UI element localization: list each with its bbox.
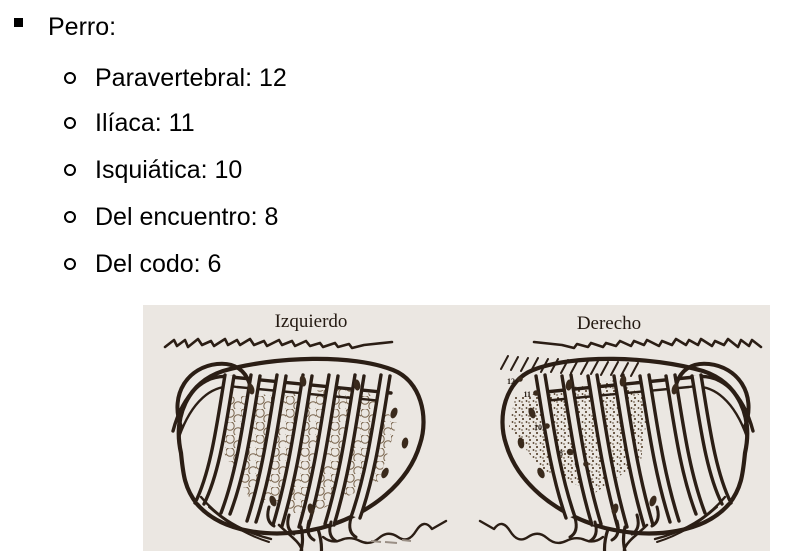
acupoint-label: 8 xyxy=(559,449,563,458)
anatomy-figure-scan xyxy=(143,305,770,551)
dog-thorax-illustration xyxy=(143,305,770,551)
list-item xyxy=(64,198,278,236)
list-item-text: Del encuentro: 8 xyxy=(95,202,279,231)
list-item-text: Isquiática: 10 xyxy=(95,155,243,184)
list-item xyxy=(64,59,287,97)
circle-bullet-icon xyxy=(64,72,76,84)
list-item xyxy=(64,104,195,142)
circle-bullet-icon xyxy=(64,164,76,176)
circle-bullet-icon xyxy=(64,211,76,223)
list-item xyxy=(64,151,242,189)
list-item-text: Ilíaca: 11 xyxy=(95,108,195,137)
list-item xyxy=(64,245,221,283)
list-item-text: Paravertebral: 12 xyxy=(95,63,287,92)
acupoint-label: 11 xyxy=(523,390,531,399)
list-item-text: Del codo: 6 xyxy=(95,249,222,278)
acupoint-label: 10 xyxy=(534,423,542,432)
circle-bullet-icon xyxy=(64,258,76,270)
square-bullet-icon xyxy=(14,18,23,27)
acupoint-label: 12 xyxy=(507,377,515,386)
list-title-text: Perro: xyxy=(48,12,117,41)
circle-bullet-icon xyxy=(64,117,76,129)
list-item-title xyxy=(14,8,116,46)
figure-caption-right: Derecho xyxy=(576,313,642,334)
figure-caption-left: Izquierdo xyxy=(274,311,348,332)
acupoint-label: 6 xyxy=(575,461,579,470)
